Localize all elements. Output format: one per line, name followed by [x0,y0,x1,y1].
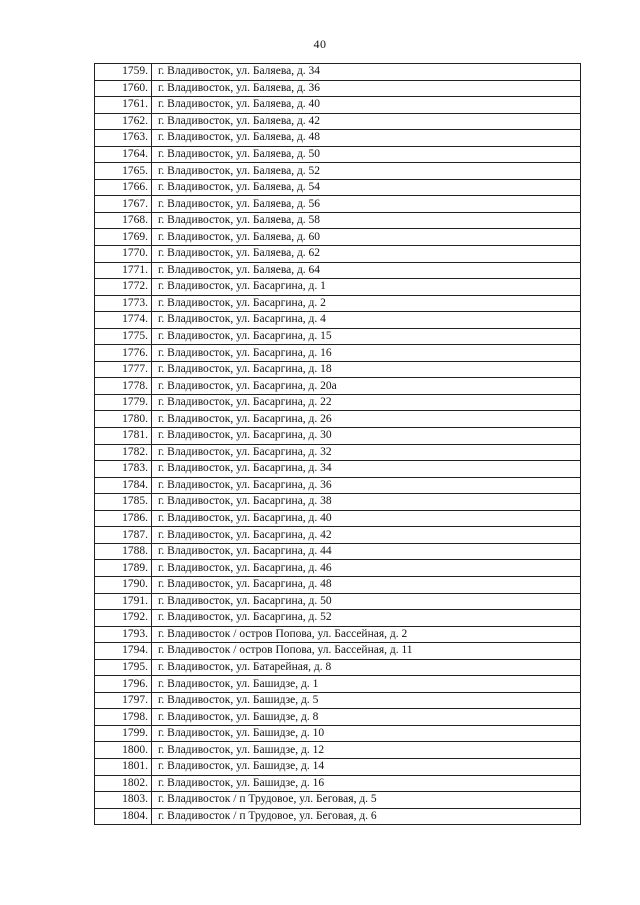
row-number: 1778. [95,378,152,395]
row-number: 1785. [95,494,152,511]
row-address: г. Владивосток, ул. Басаргина, д. 20а [152,378,581,395]
row-number: 1803. [95,792,152,809]
row-address: г. Владивосток, ул. Баляева, д. 36 [152,80,581,97]
row-number: 1760. [95,80,152,97]
row-number: 1759. [95,64,152,81]
row-number: 1777. [95,361,152,378]
row-address: г. Владивосток, ул. Батарейная, д. 8 [152,659,581,676]
row-number: 1763. [95,130,152,147]
row-address: г. Владивосток / п Трудовое, ул. Беговая, д. 5 [152,792,581,809]
row-address: г. Владивосток / остров Попова, ул. Бассейная, д. 2 [152,626,581,643]
table-row [95,312,581,329]
row-number: 1802. [95,775,152,792]
table-row [95,64,581,81]
row-number: 1797. [95,692,152,709]
table-row [95,742,581,759]
row-number: 1780. [95,411,152,428]
row-number: 1779. [95,394,152,411]
row-number: 1787. [95,527,152,544]
table-row [95,279,581,296]
table-row [95,246,581,263]
table-row [95,361,581,378]
row-number: 1798. [95,709,152,726]
row-number: 1793. [95,626,152,643]
row-number: 1773. [95,295,152,312]
row-number: 1765. [95,163,152,180]
table-row [95,229,581,246]
row-address: г. Владивосток, ул. Басаргина, д. 15 [152,328,581,345]
table-row [95,494,581,511]
table-row [95,775,581,792]
row-address: г. Владивосток, ул. Басаргина, д. 2 [152,295,581,312]
table-row [95,130,581,147]
row-address: г. Владивосток, ул. Басаргина, д. 44 [152,543,581,560]
row-address: г. Владивосток, ул. Башидзе, д. 12 [152,742,581,759]
row-address: г. Владивосток, ул. Басаргина, д. 18 [152,361,581,378]
table-row [95,643,581,660]
row-number: 1792. [95,610,152,627]
row-address: г. Владивосток, ул. Башидзе, д. 8 [152,709,581,726]
row-number: 1784. [95,477,152,494]
row-number: 1772. [95,279,152,296]
row-address: г. Владивосток, ул. Баляева, д. 42 [152,113,581,130]
table-row [95,659,581,676]
row-address: г. Владивосток, ул. Басаргина, д. 42 [152,527,581,544]
table-row [95,477,581,494]
table-row [95,692,581,709]
row-number: 1804. [95,808,152,825]
row-number: 1783. [95,461,152,478]
row-number: 1788. [95,543,152,560]
table-row [95,725,581,742]
row-address: г. Владивосток, ул. Басаргина, д. 50 [152,593,581,610]
row-address: г. Владивосток, ул. Басаргина, д. 34 [152,461,581,478]
row-address: г. Владивосток, ул. Басаргина, д. 4 [152,312,581,329]
row-address: г. Владивосток, ул. Басаргина, д. 22 [152,394,581,411]
row-address: г. Владивосток, ул. Баляева, д. 56 [152,196,581,213]
row-address: г. Владивосток, ул. Баляева, д. 34 [152,64,581,81]
row-address: г. Владивосток, ул. Басаргина, д. 46 [152,560,581,577]
address-table-body [95,64,581,825]
table-row [95,196,581,213]
row-number: 1776. [95,345,152,362]
row-address: г. Владивосток, ул. Басаргина, д. 40 [152,510,581,527]
row-number: 1801. [95,758,152,775]
row-number: 1774. [95,312,152,329]
row-number: 1786. [95,510,152,527]
row-address: г. Владивосток, ул. Басаргина, д. 1 [152,279,581,296]
row-number: 1767. [95,196,152,213]
row-address: г. Владивосток, ул. Басаргина, д. 32 [152,444,581,461]
row-number: 1766. [95,179,152,196]
row-address: г. Владивосток, ул. Баляева, д. 54 [152,179,581,196]
table-row [95,345,581,362]
table-row [95,179,581,196]
row-address: г. Владивосток, ул. Башидзе, д. 1 [152,676,581,693]
table-row [95,510,581,527]
row-number: 1764. [95,146,152,163]
row-address: г. Владивосток, ул. Баляева, д. 50 [152,146,581,163]
row-number: 1770. [95,246,152,263]
table-row [95,113,581,130]
row-address: г. Владивосток, ул. Башидзе, д. 10 [152,725,581,742]
table-row [95,378,581,395]
row-address: г. Владивосток, ул. Башидзе, д. 16 [152,775,581,792]
table-row [95,626,581,643]
row-number: 1771. [95,262,152,279]
row-address: г. Владивосток, ул. Басаргина, д. 30 [152,428,581,445]
table-row [95,610,581,627]
address-table [94,63,581,825]
row-address: г. Владивосток, ул. Басаргина, д. 38 [152,494,581,511]
table-row [95,560,581,577]
row-address: г. Владивосток, ул. Баляева, д. 62 [152,246,581,263]
table-row [95,792,581,809]
row-address: г. Владивосток, ул. Баляева, д. 64 [152,262,581,279]
row-number: 1769. [95,229,152,246]
row-address: г. Владивосток, ул. Баляева, д. 58 [152,212,581,229]
row-address: г. Владивосток, ул. Басаргина, д. 48 [152,576,581,593]
table-row [95,444,581,461]
row-number: 1795. [95,659,152,676]
row-address: г. Владивосток, ул. Баляева, д. 40 [152,97,581,114]
table-row [95,593,581,610]
table-row [95,428,581,445]
table-row [95,543,581,560]
table-row [95,262,581,279]
row-number: 1791. [95,593,152,610]
table-row [95,97,581,114]
row-address: г. Владивосток, ул. Басаргина, д. 52 [152,610,581,627]
row-number: 1762. [95,113,152,130]
row-address: г. Владивосток, ул. Баляева, д. 60 [152,229,581,246]
row-address: г. Владивосток, ул. Баляева, д. 48 [152,130,581,147]
table-row [95,163,581,180]
row-number: 1794. [95,643,152,660]
table-row [95,328,581,345]
row-address: г. Владивосток, ул. Басаргина, д. 26 [152,411,581,428]
row-address: г. Владивосток / п Трудовое, ул. Беговая, д. 6 [152,808,581,825]
row-address: г. Владивосток, ул. Баляева, д. 52 [152,163,581,180]
table-row [95,758,581,775]
row-number: 1789. [95,560,152,577]
row-number: 1761. [95,97,152,114]
table-row [95,461,581,478]
row-number: 1775. [95,328,152,345]
page-number: 40 [313,37,327,51]
table-row [95,295,581,312]
table-row [95,808,581,825]
row-address: г. Владивосток, ул. Басаргина, д. 16 [152,345,581,362]
row-address: г. Владивосток, ул. Башидзе, д. 5 [152,692,581,709]
row-number: 1768. [95,212,152,229]
table-row [95,80,581,97]
row-number: 1800. [95,742,152,759]
row-number: 1796. [95,676,152,693]
table-row [95,709,581,726]
row-number: 1790. [95,576,152,593]
table-row [95,676,581,693]
table-row [95,394,581,411]
row-number: 1799. [95,725,152,742]
row-address: г. Владивосток / остров Попова, ул. Бассейная, д. 11 [152,643,581,660]
table-row [95,411,581,428]
row-address: г. Владивосток, ул. Басаргина, д. 36 [152,477,581,494]
row-number: 1781. [95,428,152,445]
row-number: 1782. [95,444,152,461]
table-row [95,212,581,229]
row-address: г. Владивосток, ул. Башидзе, д. 14 [152,758,581,775]
table-row [95,527,581,544]
table-row [95,576,581,593]
table-row [95,146,581,163]
